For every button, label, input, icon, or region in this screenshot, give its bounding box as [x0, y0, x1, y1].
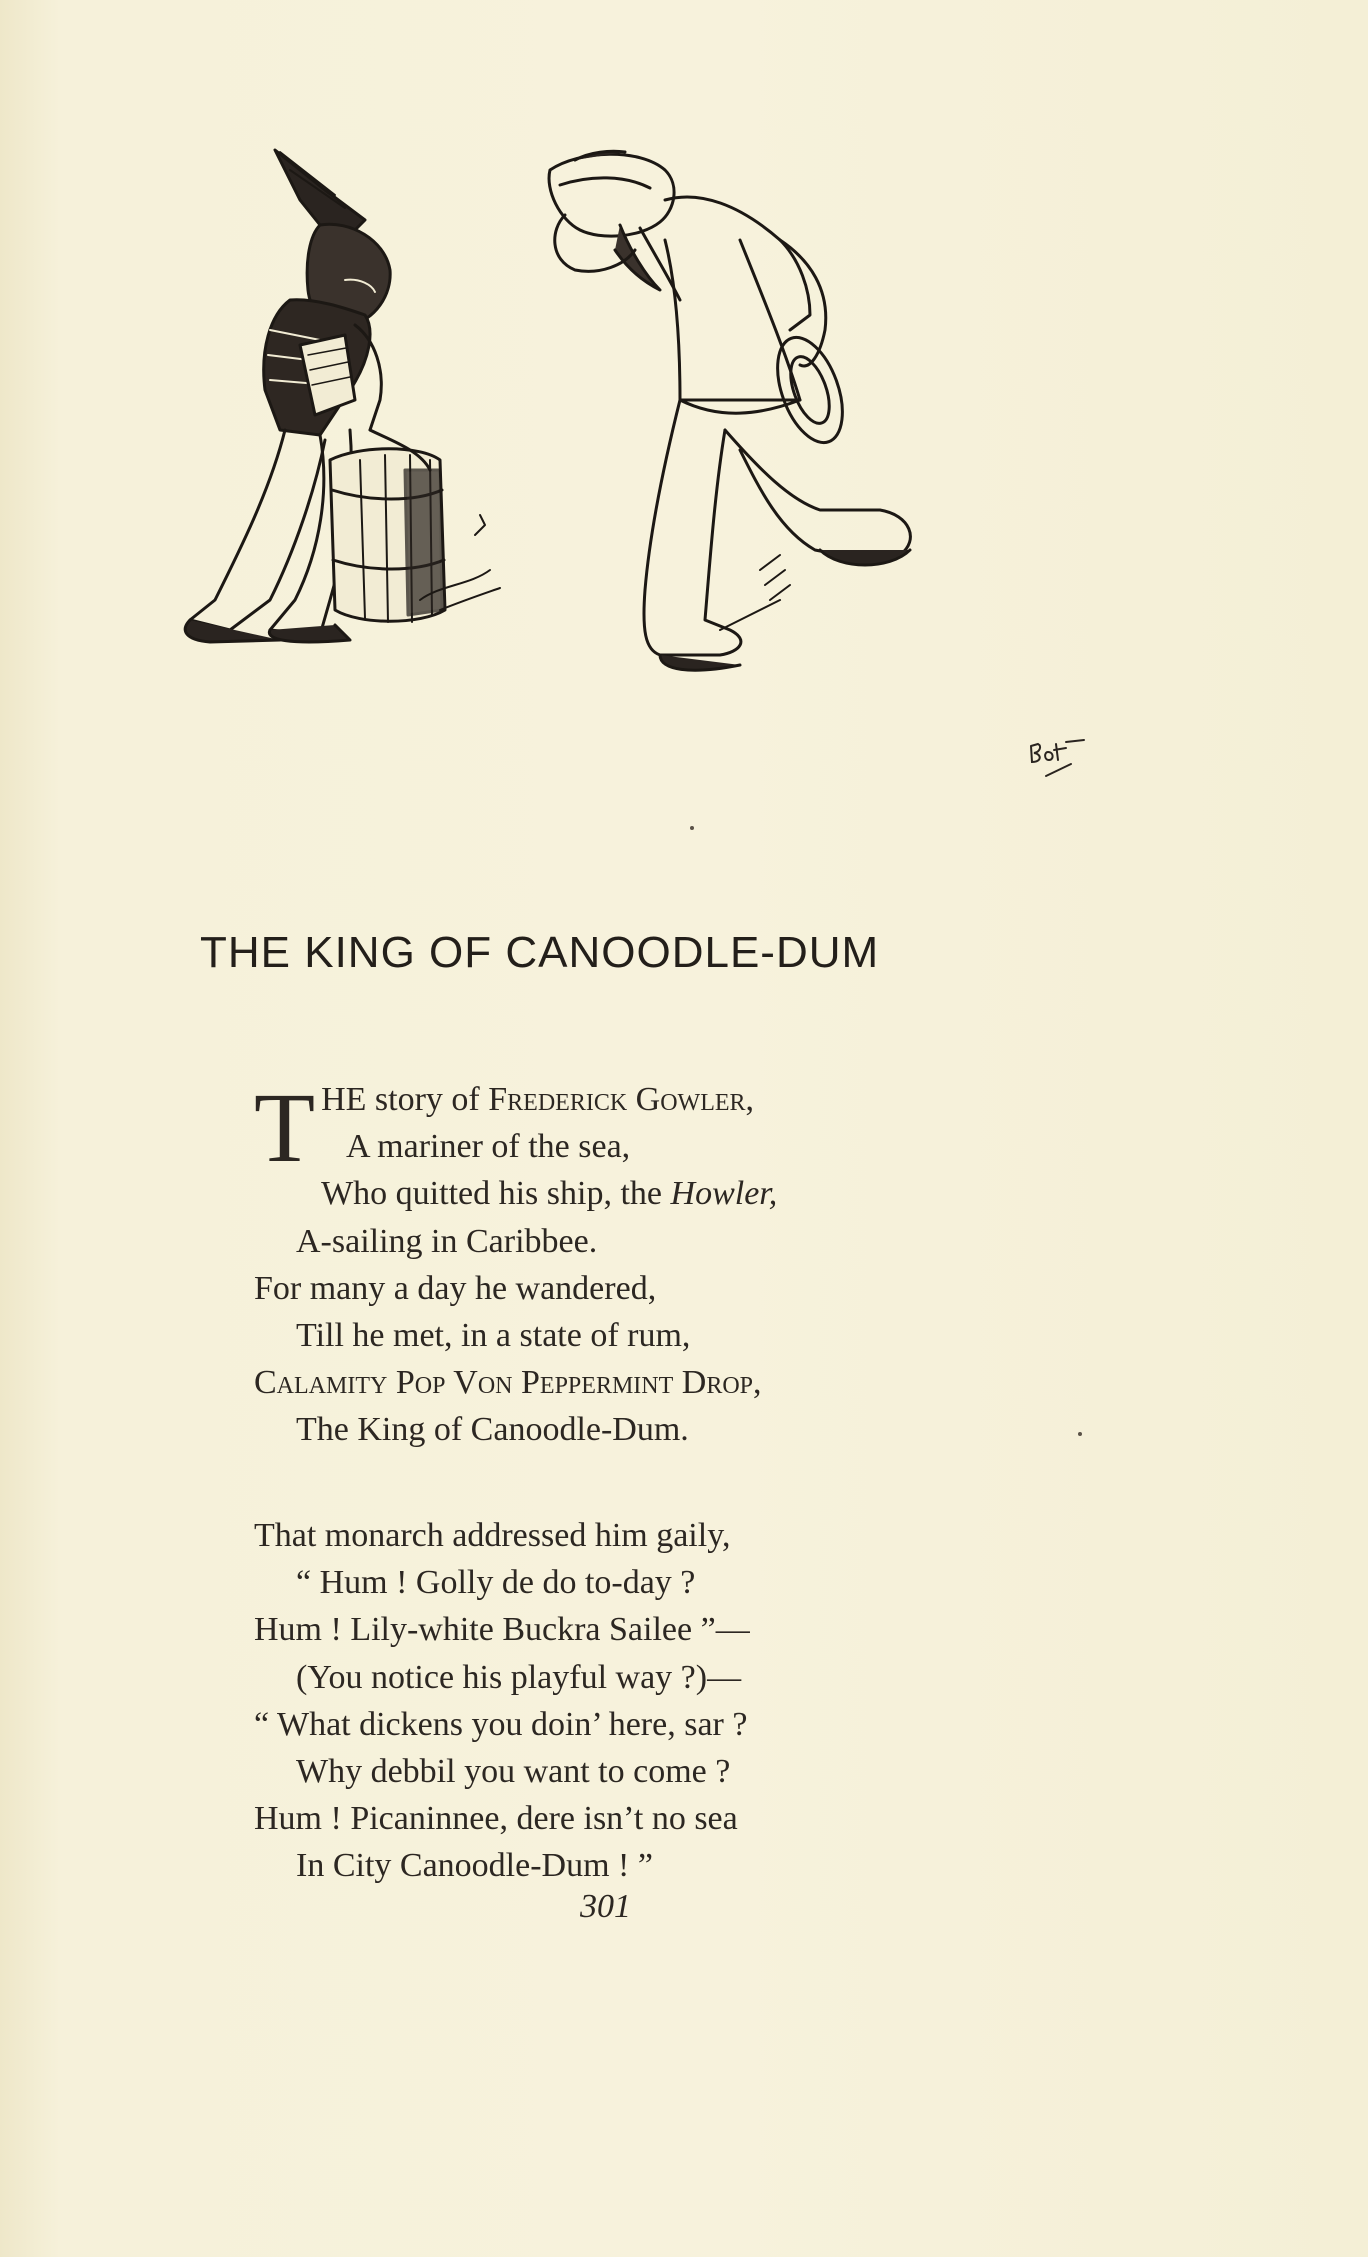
line-text: HE story of: [321, 1081, 489, 1118]
stanza-line: [254, 1842, 974, 1889]
line-text: Hum ! Lily-white Buckra Sailee ”—: [254, 1611, 750, 1649]
stanza-line: [254, 1512, 974, 1559]
line-text: In City Canoodle-Dum ! ”: [296, 1847, 653, 1885]
drop-cap: T: [254, 1072, 316, 1183]
stanza-one: [254, 1072, 974, 1454]
page-number: 301: [580, 1888, 631, 1925]
stanza-line: [254, 1701, 974, 1748]
line-text: Why debbil you want to come ?: [296, 1752, 731, 1790]
stanza-two: [254, 1512, 974, 1890]
stanza-line: [254, 1406, 974, 1453]
stanza-line: [254, 1218, 974, 1265]
line-text: A-sailing in Caribbee.: [296, 1222, 598, 1260]
stanza-line: [254, 1606, 974, 1653]
stanza-line: [254, 1654, 974, 1701]
page-mark-dot: [1078, 1432, 1082, 1436]
line-text: Hum ! Picaninnee, dere isn’t no sea: [254, 1800, 738, 1838]
ship-name: Howler,: [670, 1175, 778, 1213]
caricature-illustration-icon: [120, 130, 1120, 790]
line-text: The King of Canoodle-Dum.: [296, 1411, 689, 1449]
line-text: A mariner of the sea,: [346, 1128, 631, 1166]
page-mark-dot: [690, 826, 694, 830]
stanza-line: [254, 1359, 974, 1406]
stanza-line: [254, 1123, 974, 1170]
poem-title: THE KING OF CANOODLE-DUM: [200, 928, 880, 977]
line-text: For many a day he wandered,: [254, 1269, 657, 1307]
stanza-line: [254, 1748, 974, 1795]
stanza-line: [254, 1170, 974, 1217]
line-text: “ What dickens you doin’ here, sar ?: [254, 1705, 748, 1743]
line-text: That monarch addressed him gaily,: [254, 1517, 731, 1554]
name-frederick-gowler: Frederick Gowler,: [488, 1081, 755, 1118]
line-text: Who quitted his ship, the: [321, 1175, 671, 1213]
stanza-line: [254, 1795, 974, 1842]
line-text: Till he met, in a state of rum,: [296, 1316, 691, 1354]
stanza-line: [254, 1312, 974, 1359]
line-text: (You notice his playful way ?)—: [296, 1658, 742, 1696]
stanza-line: [254, 1559, 974, 1606]
line-text: “ Hum ! Golly de do to-day ?: [296, 1564, 696, 1602]
stanza-line: [254, 1265, 974, 1312]
artist-signature-icon: [1026, 736, 1096, 781]
king-name: Calamity Pop Von Peppermint Drop,: [254, 1364, 762, 1402]
